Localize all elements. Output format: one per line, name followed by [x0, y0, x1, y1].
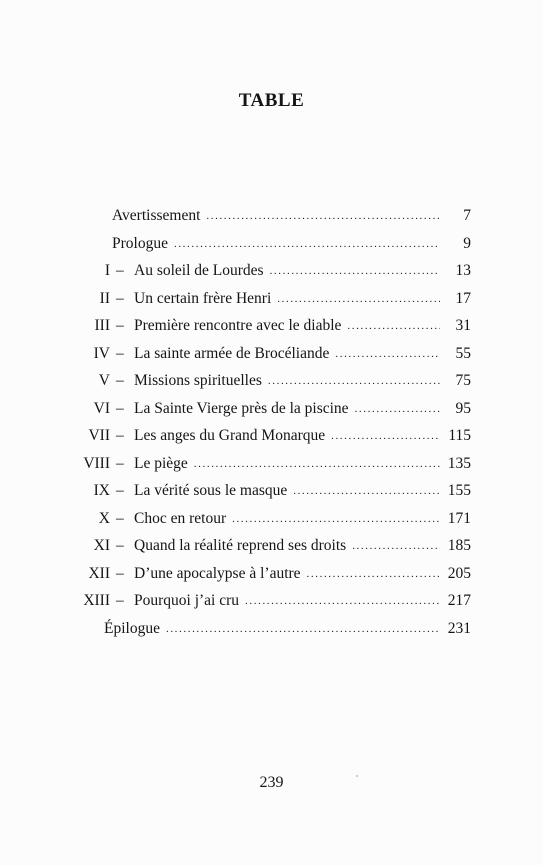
- toc-entry: [0, 506, 543, 532]
- entry-label: Pourquoi j’ai cru: [134, 592, 240, 609]
- dot-leader: [277, 286, 440, 312]
- dot-leader: [232, 506, 440, 532]
- toc-entry: [0, 231, 543, 257]
- chapter-number: XII: [88, 564, 110, 582]
- dash: –: [116, 537, 124, 554]
- toc-entry: [0, 341, 543, 367]
- entry-label: Quand la réalité reprend ses droits: [134, 537, 347, 554]
- dot-leader: [270, 258, 440, 284]
- toc-entry: [0, 423, 543, 449]
- dash: –: [116, 509, 124, 527]
- entry-page: 231: [447, 619, 471, 637]
- chapter-number: VIII: [83, 454, 110, 472]
- entry-label: Le piège: [134, 454, 188, 472]
- toc-entry: [0, 478, 543, 504]
- chapter-number: III: [94, 317, 110, 334]
- entry-page: 7: [463, 207, 471, 224]
- entry-label: La Sainte Vierge près de la piscine: [134, 399, 349, 417]
- entry-page: 31: [455, 317, 471, 334]
- chapter-number: V: [98, 372, 110, 389]
- dash: –: [116, 344, 124, 362]
- entry-label: D’une apocalypse à l’autre: [134, 564, 301, 582]
- toc-entry: [0, 203, 543, 229]
- dash: –: [116, 564, 124, 582]
- dot-leader: [355, 396, 440, 422]
- dot-leader: [194, 451, 440, 477]
- chapter-number: XI: [93, 537, 110, 554]
- dash: –: [116, 317, 124, 334]
- toc-entry: [0, 258, 543, 284]
- chapter-number: XIII: [83, 592, 110, 609]
- entry-page: 217: [447, 592, 471, 609]
- toc-entry: [0, 451, 543, 477]
- chapter-number: VI: [93, 399, 110, 417]
- paper-speck: [356, 775, 358, 777]
- dash: –: [116, 289, 124, 307]
- dot-leader: [206, 203, 440, 229]
- entry-label: Les anges du Grand Monarque: [134, 427, 326, 444]
- chapter-number: II: [99, 289, 110, 307]
- dot-leader: [347, 313, 440, 339]
- entry-page: 185: [447, 537, 471, 554]
- toc-entry: [0, 616, 543, 642]
- entry-label: Au soleil de Lourdes: [134, 262, 264, 279]
- chapter-number: I: [104, 262, 110, 279]
- dot-leader: [245, 588, 440, 614]
- chapter-number: VII: [88, 427, 110, 444]
- entry-label: Prologue: [112, 234, 168, 252]
- entry-page: 75: [455, 372, 471, 389]
- entry-label: Choc en retour: [134, 509, 227, 527]
- dot-leader: [307, 561, 440, 587]
- toc-entry: [0, 588, 543, 614]
- dot-leader: [335, 341, 440, 367]
- chapter-number: IX: [93, 482, 110, 499]
- entry-page: 115: [448, 427, 471, 444]
- dot-leader: [331, 423, 440, 449]
- dot-leader: [268, 368, 440, 394]
- toc-entry: [0, 313, 543, 339]
- toc-entry: [0, 561, 543, 587]
- entry-label: Avertissement: [112, 207, 201, 224]
- entry-page: 17: [455, 289, 471, 307]
- chapter-number: X: [98, 509, 110, 527]
- dot-leader: [293, 478, 440, 504]
- toc-entry: [0, 286, 543, 312]
- chapter-number: IV: [93, 344, 110, 362]
- entry-page: 95: [455, 399, 471, 417]
- entry-page: 155: [447, 482, 471, 499]
- dash: –: [116, 592, 124, 609]
- entry-page: 135: [447, 454, 471, 472]
- dash: –: [116, 454, 124, 472]
- entry-label: La vérité sous le masque: [134, 482, 288, 499]
- dash: –: [116, 482, 124, 499]
- entry-page: 171: [447, 509, 471, 527]
- dot-leader: [166, 616, 440, 642]
- toc-entry: [0, 533, 543, 559]
- dot-leader: [352, 533, 440, 559]
- toc-entry: [0, 368, 543, 394]
- page-title: TABLE: [238, 90, 305, 111]
- entry-page: 205: [447, 564, 471, 582]
- entry-label: Un certain frère Henri: [134, 289, 272, 307]
- entry-label: Épilogue: [104, 619, 160, 637]
- entry-page: 55: [455, 344, 471, 362]
- entry-page: 13: [455, 262, 471, 279]
- entry-label: La sainte armée de Brocéliande: [134, 344, 330, 362]
- dash: –: [116, 372, 124, 389]
- dash: –: [116, 399, 124, 417]
- entry-label: Missions spirituelles: [134, 372, 262, 389]
- dot-leader: [174, 231, 440, 257]
- toc-entry: [0, 396, 543, 422]
- dash: –: [116, 262, 124, 279]
- entry-page: 9: [463, 234, 471, 252]
- dash: –: [116, 427, 124, 444]
- entry-label: Première rencontre avec le diable: [134, 317, 342, 334]
- page-number: 239: [259, 774, 284, 791]
